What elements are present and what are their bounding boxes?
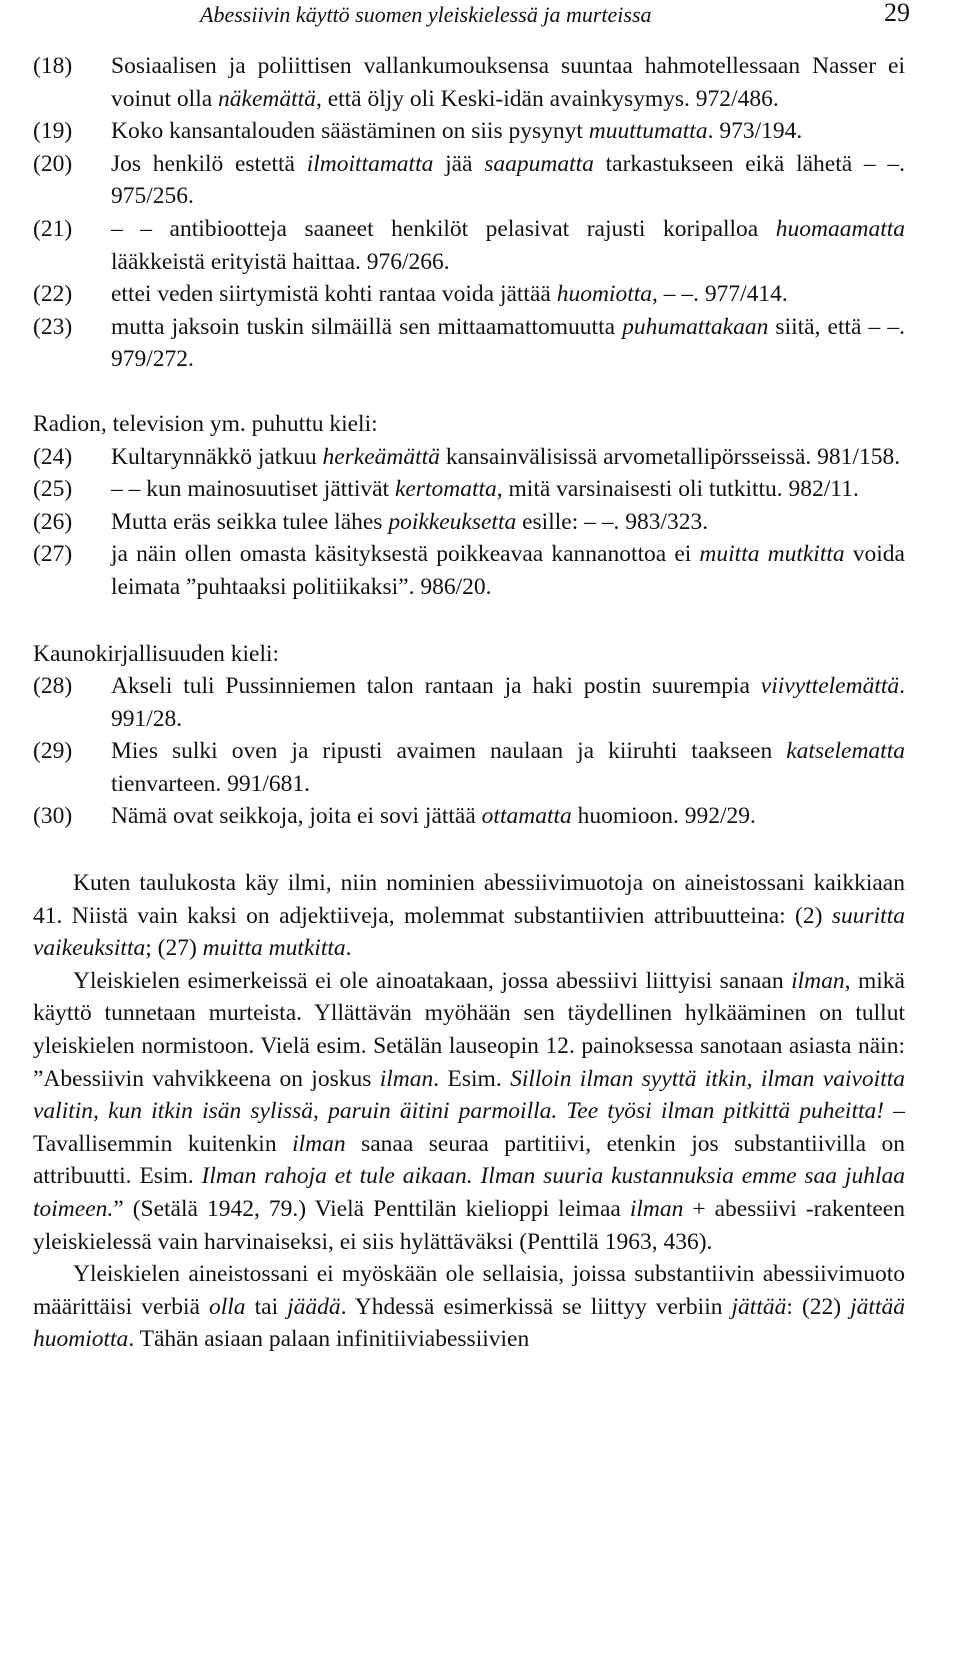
text-run: esille: – –. 983/323. (516, 508, 709, 535)
text-run: ettei veden siirtymistä kohti rantaa voida jättää (111, 281, 557, 308)
text-run: Mutta eräs seikka tulee lähes (111, 508, 389, 535)
italic-term: kertomatta (394, 476, 497, 503)
example-number: (18) (33, 53, 73, 79)
example-number: (25) (33, 476, 73, 503)
italic-term: ilman (791, 967, 845, 994)
body-text (33, 867, 905, 1356)
italic-term: huomaamatta (775, 215, 905, 242)
italic-term: suuritta vaikeuksitta (33, 902, 905, 962)
running-header (200, 2, 910, 32)
italic-term: viivyttelemättä (760, 673, 900, 700)
running-title: Abessiivin käyttö suomen yleiskielessä ja murteissa (200, 2, 652, 27)
italic-term: jättää huomiotta (33, 1293, 905, 1353)
paragraph (33, 965, 905, 1258)
text-run: – – kun mainosuutiset jättivät (111, 476, 395, 503)
text-run: : (22) (786, 1293, 851, 1320)
text-run: Sosiaalisen ja poliittisen vallankumouksensa suuntaa hahmotellessaan Nasser ei voinut olla (111, 53, 905, 112)
text-run: ” (Setälä 1942, 79.) Vielä Penttilän kielioppi leimaa (113, 1196, 630, 1222)
text-run: . 973/194. (707, 118, 803, 145)
example-number: (29) (33, 738, 73, 765)
example-number: (27) (33, 541, 73, 568)
italic-term: huomiotta (556, 281, 653, 308)
example-number: (19) (33, 118, 73, 145)
example-number: (24) (33, 443, 73, 470)
example-text (111, 148, 905, 213)
example-text (111, 800, 905, 833)
text-run: jää (433, 150, 485, 177)
text-run: tai (245, 1293, 288, 1320)
text-run: kansainvälisissä arvometallipörsseissä. 981/158. (439, 443, 901, 470)
text-run: Koko kansantalouden säästäminen on siis pysynyt (111, 118, 589, 145)
italic-term: Silloin ilman syyttä itkin, ilman vaivoitta valitin, kun itkin isän sylissä, paruin äitini parmoilla. Tee työsi ilman pitkittä puheitta! (33, 1065, 906, 1125)
text-run: Kultarynnäkkö jatkuu (111, 443, 323, 470)
example-text (111, 115, 905, 148)
text-run: . Yhdessä esimerkissä se liittyy verbiin (340, 1293, 732, 1320)
paragraph (33, 867, 905, 965)
example-text (111, 538, 905, 603)
italic-term: ilmoittamatta (306, 150, 434, 177)
italic-term: muuttumatta (588, 118, 708, 145)
example-text (111, 506, 905, 539)
example-item (33, 278, 905, 311)
text-run: – Tavallisemmin kuitenkin (33, 1098, 905, 1157)
example-text (111, 311, 905, 376)
text-run: Yleiskielen aineistossani ei myöskään ole sellaisia, joissa substantiivin abessiivimuoto määrittäisi verbiä (33, 1261, 905, 1320)
text-run: ja näin ollen omasta käsityksestä poikkeavaa kannanottoa ei (111, 541, 700, 568)
example-item (33, 213, 905, 278)
example-text (111, 473, 905, 506)
italic-term: herkeämättä (322, 443, 440, 470)
text-run: , että öljy oli Keski-idän avainkysymys. 972/486. (315, 85, 779, 112)
text-run: Akseli tuli Pussinniemen talon rantaan ja haki postin suurempia (111, 673, 761, 700)
italic-term: olla (209, 1293, 246, 1320)
example-list-broadcast (33, 441, 905, 604)
text-run: – – antibiootteja saaneet henkilöt pelasivat rajusti koripalloa (111, 215, 776, 242)
italic-term: puhumattakaan (622, 313, 769, 340)
text-run: mutta jaksoin tuskin silmäillä sen mittaamattomuutta (111, 313, 623, 340)
section-heading-broadcast: Radion, television ym. puhuttu kieli: (33, 410, 378, 437)
example-item (33, 473, 905, 506)
text-run: Kuten taulukosta käy ilmi, niin nominien abessiivimuotoja on aineistossani kaikkiaan 41. Niistä vain kaksi on adjektiiveja, molemmat substantiivien attribuutteina: (2) (33, 870, 905, 929)
example-number: (28) (33, 673, 73, 700)
page-body (33, 50, 905, 1356)
example-item (33, 311, 905, 376)
text-run: huomioon. 992/29. (571, 803, 756, 830)
example-item (33, 115, 905, 148)
example-text (111, 670, 905, 735)
example-number: (22) (33, 281, 73, 308)
italic-term: poikkeuksetta (388, 508, 517, 535)
example-text (111, 278, 905, 311)
text-run: , mitä varsinaisesti oli tutkittu. 982/11. (496, 476, 859, 503)
text-run: . Esim. (433, 1065, 511, 1092)
text-run: tarkastukseen eikä lähetä – –. 975/256. (111, 150, 905, 210)
example-item (33, 148, 905, 213)
italic-term: muitta mutkitta (202, 935, 346, 962)
text-run: lääkkeistä erityistä haittaa. 976/266. (111, 248, 450, 275)
example-item (33, 735, 905, 800)
text-run: sanaa seuraa partitiivi, etenkin jos substantiivilla on attribuutti. Esim. (33, 1130, 906, 1190)
text-run: Yleiskielen esimerkeissä ei ole ainoatakaan, jossa abessiivi liittyisi sanaan (73, 967, 792, 994)
example-text (111, 50, 905, 115)
example-list-literature (33, 670, 905, 833)
text-run: Mies sulki oven ja ripusti avaimen naulaan ja kiiruhti taakseen (111, 738, 787, 765)
example-item (33, 538, 905, 603)
text-run: + abessiivi -rakenteen yleiskielessä vain harvinaiseksi, ei siis hylättäväksi (Penttilä 1963, 436). (33, 1196, 905, 1255)
example-item (33, 800, 905, 833)
text-run: , – –. 977/414. (652, 281, 788, 308)
italic-term: ilman (629, 1196, 684, 1222)
example-item (33, 441, 905, 474)
page-number: 29 (884, 0, 910, 27)
text-run: tienvarteen. 991/681. (111, 770, 311, 797)
italic-term: ottamatta (481, 803, 572, 830)
italic-term: katselematta (786, 738, 905, 765)
example-text (111, 213, 905, 278)
text-run: ; (27) (145, 935, 203, 962)
example-list-written (33, 50, 905, 376)
example-item (33, 670, 905, 735)
example-number: (30) (33, 803, 73, 830)
section-heading-literature: Kaunokirjallisuuden kieli: (33, 640, 280, 667)
text-run: . Tähän asiaan palaan infinitiiviabessiivien (128, 1326, 530, 1353)
italic-term: saapumatta (484, 150, 594, 177)
text-run: . (345, 935, 352, 962)
example-number: (20) (33, 150, 73, 177)
example-number: (26) (33, 508, 73, 535)
text-run: , mikä käyttö tunnetaan murteista. Yllättävän myöhään sen täydellinen hylkääminen on tullut yleiskielen normistoon. Vielä esim. Setälän lauseopin 12. painoksessa sanotaan asiasta näin: ”Abessiivin vahvikkeena on joskus (33, 967, 905, 1092)
italic-term: ilman (379, 1065, 434, 1092)
italic-term: jättää (731, 1293, 787, 1320)
text-run: Jos henkilö estettä (111, 150, 307, 177)
italic-term: muitta mutkitta (699, 541, 845, 568)
example-item (33, 50, 905, 115)
italic-term: jäädä (287, 1293, 341, 1320)
example-text (111, 441, 905, 474)
text-run: voida leimata ”puhtaaksi politiikaksi”. 986/20. (111, 541, 905, 600)
italic-term: näkemättä (218, 85, 316, 112)
example-number: (21) (33, 215, 73, 242)
italic-term: ilman (292, 1130, 346, 1157)
italic-term: Ilman rahoja et tule aikaan. Ilman suuria kustannuksia emme saa juhlaa toimeen. (33, 1163, 905, 1222)
example-number: (23) (33, 313, 73, 340)
example-item (33, 506, 905, 539)
example-text (111, 735, 905, 800)
text-run: . 991/28. (111, 673, 905, 732)
text-run: Nämä ovat seikkoja, joita ei sovi jättää (111, 803, 482, 830)
paragraph (33, 1258, 905, 1356)
text-run: siitä, että – –. 979/272. (111, 313, 906, 373)
